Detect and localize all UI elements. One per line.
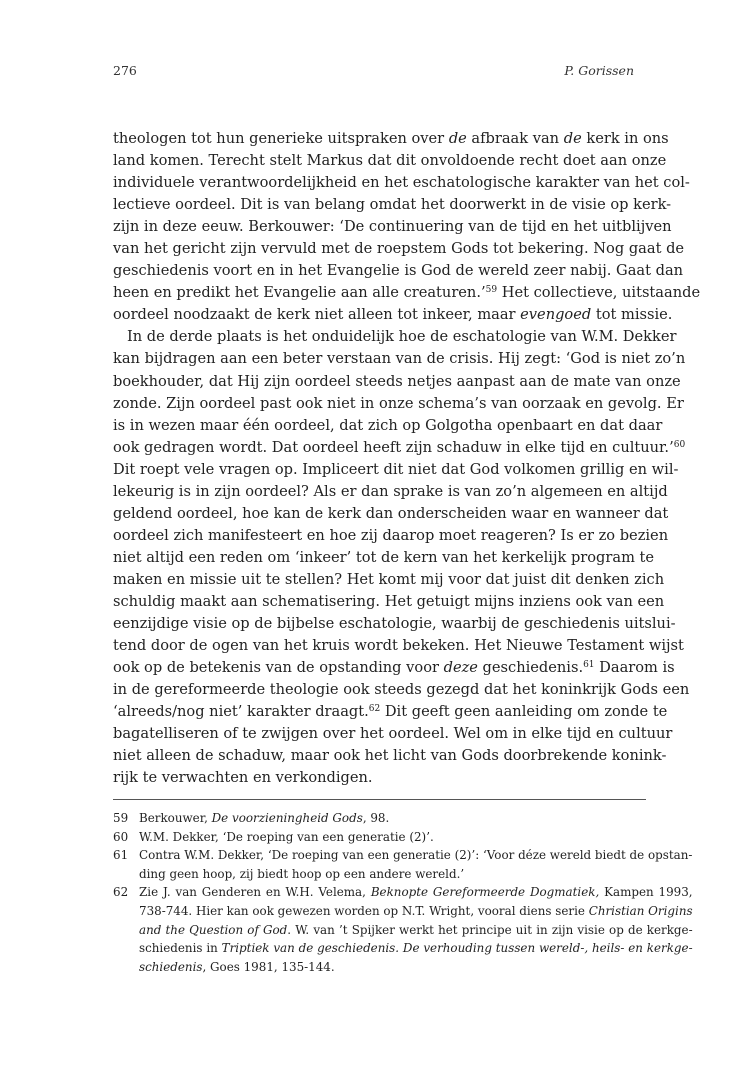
body-line: zijn in deze eeuw. Berkouwer: ‘De continuering van de tijd en het uitblijven bbox=[113, 218, 672, 236]
footnote-59 bbox=[113, 809, 646, 828]
footnote-line: Zie J. van Genderen en W.H. Velema, Beknopte Gereformeerde Dogmatiek, Kampen 1993, bbox=[139, 885, 693, 900]
body-line: oordeel noodzaakt de kerk niet alleen tot inkeer, maar evengoed tot missie. bbox=[113, 306, 673, 324]
body-line: lectieve oordeel. Dit is van belang omdat het doorwerkt in de visie op kerk- bbox=[113, 196, 672, 214]
body-line: In de derde plaats is het onduidelijk hoe de eschatologie van W.M. Dekker bbox=[127, 328, 677, 346]
body-line: bagatelliseren of te zwijgen over het oordeel. Wel om in elke tijd en cultuur bbox=[113, 725, 673, 743]
footnote-number: 59 bbox=[113, 811, 129, 825]
footnote-line: and the Question of God. W. van ’t Spijker werkt het principe uit in zijn visie op de kerkge- bbox=[139, 922, 693, 937]
body-line: heen en predikt het Evangelie aan alle creaturen.’$^{59}$ Het collectieve, uitstaande bbox=[113, 284, 701, 302]
body-line: Dit roept vele vragen op. Impliceert dit niet dat God volkomen grillig en wil- bbox=[113, 460, 679, 478]
body-line: theologen tot hun generieke uitspraken over de afbraak van de kerk in ons bbox=[113, 130, 669, 147]
body-line: ook op de betekenis van de opstanding voor deze geschiedenis.$^{61}$ Daarom is bbox=[113, 659, 675, 677]
body-line: boekhouder, dat Hij zijn oordeel steeds netjes aanpast aan de mate van onze bbox=[113, 372, 681, 390]
body-line: rijk te verwachten en verkondigen. bbox=[113, 769, 373, 787]
body-line: is in wezen maar één oordeel, dat zich op Golgotha openbaart en dat daar bbox=[113, 416, 663, 434]
footnote-line: W.M. Dekker, ‘De roeping van een generatie (2)’. bbox=[139, 829, 434, 844]
footnote-line: schiedenis, Goes 1981, 135-144. bbox=[139, 959, 335, 974]
body-line: schuldig maakt aan schematisering. Het getuigt mijns inziens ook van een bbox=[113, 592, 665, 610]
body-line: ook gedragen wordt. Dat oordeel heeft zijn schaduw in elke tijd en cultuur.’$^{60}$ bbox=[113, 438, 686, 456]
footnote-number: 61 bbox=[113, 848, 129, 863]
footnote-line: schiedenis in Triptiek van de geschiedenis. De verhouding tussen wereld-, heils- en kerkge- bbox=[139, 941, 693, 956]
body-line: van het gericht zijn vervuld met de roepstem Gods tot bekering. Nog gaat de bbox=[113, 240, 685, 258]
body-line: maken en missie uit te stellen? Het komt mij voor dat juist dit denken zich bbox=[113, 570, 665, 588]
body-line: geldend oordeel, hoe kan de kerk dan onderscheiden waar en wanneer dat bbox=[113, 504, 669, 522]
footnotes bbox=[113, 809, 693, 976]
body-line: niet altijd een reden om ‘inkeer’ tot de kern van het kerkelijk program te bbox=[113, 548, 655, 566]
footnote-number: 62 bbox=[113, 885, 129, 900]
body-line: zonde. Zijn oordeel past ook niet in onze schema’s van oorzaak en gevolg. Er bbox=[113, 394, 684, 412]
footnote-line: ding geen hoop, zij biedt hoop op een andere wereld.’ bbox=[139, 866, 465, 881]
footnote-line: Berkouwer, De voorzieningheid Gods, 98. bbox=[139, 811, 390, 825]
footnote-number: 60 bbox=[113, 829, 129, 844]
footnote-61 bbox=[113, 846, 693, 883]
body-line: eenzijdige visie op de bijbelse eschatologie, waarbij de geschiedenis uitslui- bbox=[113, 615, 676, 633]
body-line: in de gereformeerde theologie ook steeds gezegd dat het koninkrijk Gods een bbox=[113, 681, 690, 699]
running-header-author: P. Gorissen bbox=[564, 63, 634, 78]
body-text bbox=[113, 128, 701, 789]
footnote-line: Contra W.M. Dekker, ‘De roeping van een generatie (2)’: ‘Voor déze wereld biedt de opstan- bbox=[139, 848, 693, 863]
body-line: kan bijdragen aan een beter verstaan van de crisis. Hij zegt: ‘God is niet zo’n bbox=[113, 350, 686, 368]
body-line: tend door de ogen van het kruis wordt bekeken. Het Nieuwe Testament wijst bbox=[113, 637, 684, 655]
footnote-60 bbox=[113, 828, 646, 847]
body-line: land komen. Terecht stelt Markus dat dit onvoldoende recht doet aan onze bbox=[113, 152, 667, 170]
body-line: individuele verantwoordelijkheid en het eschatologische karakter van het col- bbox=[113, 174, 690, 192]
body-line: oordeel zich manifesteert en hoe zij daarop moet reageren? Is er zo bezien bbox=[113, 526, 669, 544]
footnote-line: 738-744. Hier kan ook gewezen worden op N.T. Wright, vooral diens serie Christian Origins bbox=[139, 903, 693, 918]
body-line: niet alleen de schaduw, maar ook het licht van Gods doorbrekende konink- bbox=[113, 747, 667, 765]
footnote-divider bbox=[113, 799, 646, 800]
body-line: lekeurig is in zijn oordeel? Als er dan sprake is van zo’n algemeen en altijd bbox=[113, 482, 668, 500]
body-line: geschiedenis voort en in het Evangelie is God de wereld zeer nabij. Gaat dan bbox=[113, 262, 684, 280]
body-line: ‘alreeds/nog niet’ karakter draagt.$^{62}$ Dit geeft geen aanleiding om zonde te bbox=[113, 703, 668, 721]
footnote-62 bbox=[113, 883, 693, 976]
page-number: 276 bbox=[113, 63, 137, 78]
